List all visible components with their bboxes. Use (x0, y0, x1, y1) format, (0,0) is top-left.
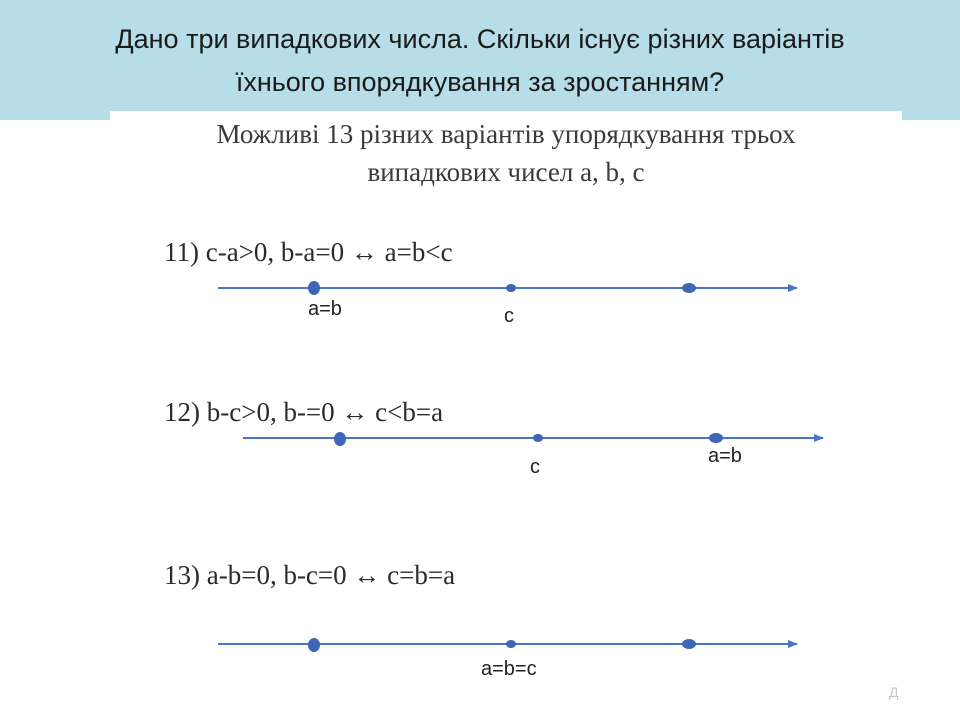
case-13-point-right (682, 639, 696, 649)
case-11-point-c (506, 284, 516, 292)
case-13-point-left (308, 638, 320, 652)
case-11-label-ab: a=b (308, 298, 342, 320)
question-line-1: Дано три випадкових числа. Скільки існує різних варіантів (115, 24, 845, 54)
case-12-point-ab (709, 433, 723, 443)
case-12-point-c (533, 434, 543, 442)
case-12-point-left (334, 432, 346, 446)
subtitle-line-2: випадкових чисел a, b, c (367, 157, 645, 187)
case-12-formula: 12) b-c>0, b-=0 ↔ c<b=a (164, 397, 444, 427)
case-11-label-c: c (504, 305, 514, 327)
case-11-point-ab (308, 281, 320, 295)
case-11-point-right (682, 283, 696, 293)
subtitle-line-1: Можливі 13 різних варіантів упорядкування трьох (216, 119, 796, 149)
question-line-2: їхнього впорядкування за зростанням? (235, 67, 725, 97)
case-13-formula: 13) a-b=0, b-c=0 ↔ c=b=a (164, 560, 456, 590)
case-12-label-ab: a=b (708, 445, 742, 467)
case-13-label-abc: a=b=c (481, 658, 537, 680)
case-13-point-abc (506, 640, 516, 648)
case-12-label-c: c (530, 456, 540, 478)
case-11-formula: 11) c-a>0, b-a=0 ↔ a=b<c (164, 237, 453, 267)
corner-mark: Д (889, 684, 899, 700)
